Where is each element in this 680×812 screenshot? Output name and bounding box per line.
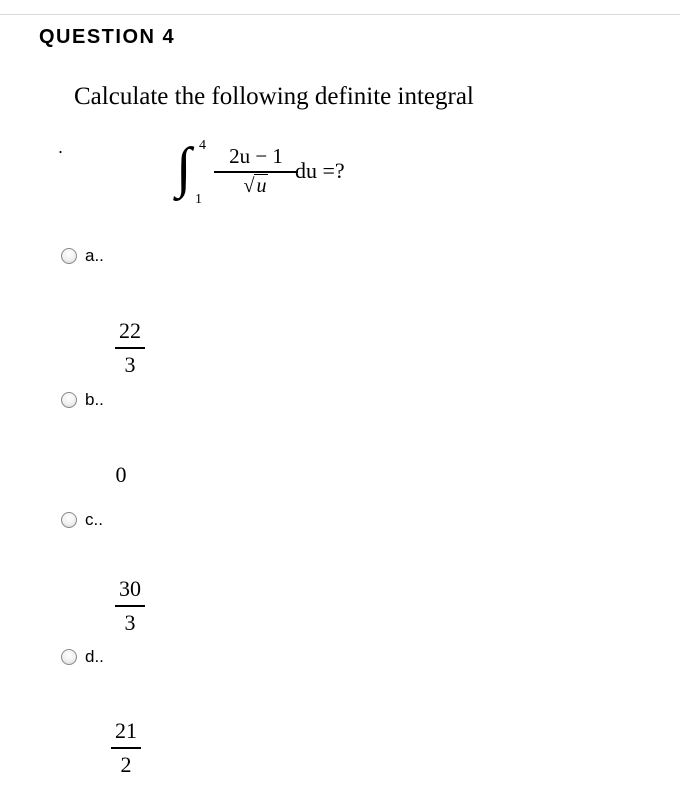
option-c-numerator: 30 — [119, 576, 141, 601]
option-d-denominator: 2 — [120, 751, 132, 777]
option-d-fraction — [111, 718, 141, 778]
option-a-fraction — [115, 318, 145, 378]
option-d-radio[interactable] — [61, 649, 77, 665]
integral-sign-icon: ∫ — [176, 137, 192, 199]
option-b-radio[interactable] — [61, 392, 77, 408]
upper-limit: 4 — [199, 138, 206, 153]
option-d-label[interactable]: d.. — [85, 647, 104, 666]
option-c-fraction — [115, 576, 145, 636]
option-a-numerator: 22 — [119, 318, 141, 343]
radicand: u — [256, 174, 267, 197]
option-b-label[interactable]: b.. — [85, 390, 104, 409]
sqrt-icon: √ — [243, 174, 255, 197]
option-d-numerator: 21 — [115, 718, 137, 743]
question-prompt: Calculate the following definite integral — [74, 83, 474, 110]
integrand-denominator — [214, 175, 298, 198]
fraction-bar — [214, 171, 298, 173]
option-a-denominator: 3 — [124, 351, 136, 377]
integrand-numerator: 2u − 1 — [229, 144, 283, 168]
option-b-value: 0 — [115, 462, 127, 487]
option-a-fraction-bar — [115, 347, 145, 349]
option-c-radio[interactable] — [61, 512, 77, 528]
integral-tail: du =? — [295, 158, 345, 183]
option-d-fraction-bar — [111, 747, 141, 749]
option-a-label[interactable]: a.. — [85, 246, 104, 265]
integrand-fraction — [214, 144, 298, 198]
option-a-radio[interactable] — [61, 248, 77, 264]
option-c-fraction-bar — [115, 605, 145, 607]
lower-limit: 1 — [195, 192, 202, 207]
option-c-denominator: 3 — [124, 609, 136, 635]
top-divider — [0, 14, 680, 15]
question-title: QUESTION 4 — [39, 26, 176, 48]
bullet-dot: . — [58, 137, 64, 157]
option-c-label[interactable]: c.. — [85, 510, 103, 529]
